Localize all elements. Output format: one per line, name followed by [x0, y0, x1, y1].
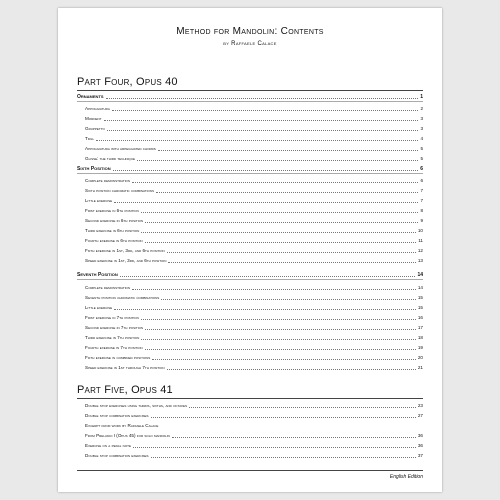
toc-entry: Complete demonstration 6	[85, 178, 423, 183]
toc-entry: Sixth position chromatic combinations 7	[85, 188, 423, 193]
section-rule	[77, 173, 423, 174]
toc-entry: Little exercise 15	[85, 305, 423, 310]
toc-entry: Speed exercise in 1st through 7th position 21	[85, 365, 423, 370]
section-rule	[77, 279, 423, 280]
toc-entry: Appoggiatura 2	[85, 106, 423, 111]
toc-entry: Glisse: the third technique 5	[85, 156, 423, 161]
toc-entry: First exercise in 6th position 8	[85, 208, 423, 213]
toc-entry: From Preludio I (Opus 45) for solo mandolin 36	[85, 433, 423, 438]
section-seventh-position: Seventh Position 14	[77, 272, 423, 278]
section-ornaments: Ornaments 1	[77, 94, 423, 100]
part-five-rule	[77, 398, 423, 399]
footer-rule	[77, 470, 423, 471]
toc-entry: Double stop combination exercises 37	[85, 453, 423, 458]
part-four-rule	[77, 90, 423, 91]
section-rule	[77, 101, 423, 102]
section-sixth-position: Sixth Position 6	[77, 166, 423, 172]
toc-entry: Fourth exercise in 7th position 19	[85, 345, 423, 350]
toc-entry: Third exercise in 7th position 18	[85, 335, 423, 340]
toc-entry: Speed exercise in 1st, 3rd, and 6th position 13	[85, 258, 423, 263]
edition-footer: English Edition	[389, 474, 423, 480]
toc-entry: Little exercise 7	[85, 198, 423, 203]
toc-entry: Second exercise in 6th position 9	[85, 218, 423, 223]
toc-entry: First exercise in 7th position 16	[85, 315, 423, 320]
contents-page	[58, 8, 442, 492]
toc-entry: Double stop exercises using thirds, sixths, and octaves 23	[85, 403, 423, 408]
toc-entry: Exercise on a pedal note 36	[85, 443, 423, 448]
toc-entry: Gruppetto 3	[85, 126, 423, 131]
page-title: Method for Mandolin: Contents	[176, 26, 324, 37]
toc-entry: Trill 4	[85, 136, 423, 141]
toc-entry: Fourth exercise in 6th position 11	[85, 238, 423, 243]
byline: by Raffaele Calace	[223, 41, 277, 47]
toc-entry: Seventh position chromatic combinations 15	[85, 295, 423, 300]
part-four-title: Part Four, Opus 40	[77, 76, 178, 88]
toc-entry: Fifth exercise in 1st, 3rd, and 6th position 12	[85, 248, 423, 253]
toc-entry: Mordent 3	[85, 116, 423, 121]
toc-entry: Third exercise in 6th position 10	[85, 228, 423, 233]
toc-entry: Second exercise in 7th position 17	[85, 325, 423, 330]
toc-entry: Double stop combination exercises 27	[85, 413, 423, 418]
toc-entry: Complete demonstration 14	[85, 285, 423, 290]
toc-entry: Appoggiatura with arpeggiated chords 5	[85, 146, 423, 151]
part-five-title: Part Five, Opus 41	[77, 384, 173, 396]
toc-entry: Excerpt from work by Raffaele Calace	[85, 423, 159, 428]
toc-entry: Fifth exercise in combined positions 20	[85, 355, 423, 360]
